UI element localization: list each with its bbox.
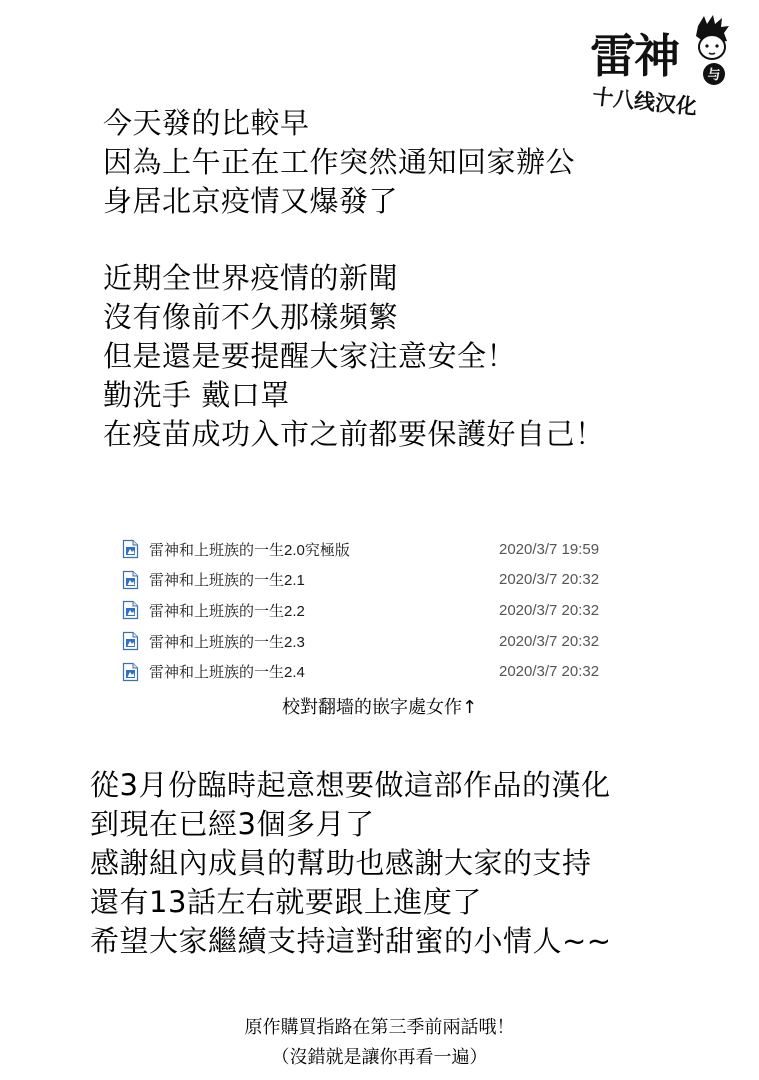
document-icon xyxy=(122,631,139,651)
file-list xyxy=(122,534,642,687)
notice-line: 今天發的比較早 xyxy=(103,106,310,140)
file-row[interactable] xyxy=(122,656,642,687)
notice-line: 勤洗手 戴口罩 xyxy=(103,378,290,412)
file-row[interactable] xyxy=(122,595,642,626)
message-line: 還有13話左右就要跟上進度了 xyxy=(90,885,482,919)
logo-badge: 与 xyxy=(707,68,721,83)
notice-line: 但是還是要提醒大家注意安全！ xyxy=(103,339,517,373)
file-row[interactable] xyxy=(122,626,642,657)
footer-line: （沒錯就是讓你再看一遍） xyxy=(271,1047,488,1068)
message-line: 從3月份臨時起意想要做這部作品的漢化 xyxy=(90,768,611,802)
document-icon xyxy=(122,539,139,559)
file-name: 雷神和上班族的一生2.0究極版 xyxy=(149,541,350,559)
logo-title: 雷神 xyxy=(590,29,678,83)
file-date: 2020/3/7 20:32 xyxy=(499,663,600,681)
file-name: 雷神和上班族的一生2.3 xyxy=(149,633,305,651)
notice-text xyxy=(103,104,605,454)
message-line: 希望大家繼續支持這對甜蜜的小情人~~ xyxy=(90,924,612,958)
file-name: 雷神和上班族的一生2.1 xyxy=(149,572,305,590)
logo-subtitle: 十八线汉化 xyxy=(591,84,699,120)
document-icon xyxy=(122,600,139,620)
file-list-caption: 校對翻墻的嵌字處女作↑ xyxy=(281,697,478,718)
document-icon xyxy=(122,662,139,682)
message-line: 感謝組內成員的幫助也感謝大家的支持 xyxy=(90,846,592,880)
file-name: 雷神和上班族的一生2.4 xyxy=(149,664,305,682)
notice-line: 近期全世界疫情的新聞 xyxy=(103,261,399,295)
group-logo xyxy=(586,14,736,124)
character-head-icon xyxy=(696,15,729,59)
file-row[interactable] xyxy=(122,565,642,596)
message-line: 到現在已經3個多月了 xyxy=(90,807,375,841)
notice-line: 身居北京疫情又爆發了 xyxy=(103,184,399,218)
file-row[interactable] xyxy=(122,534,642,565)
notice-line: 在疫苗成功入市之前都要保護好自己！ xyxy=(103,417,605,451)
message-text xyxy=(90,766,612,961)
file-date: 2020/3/7 20:32 xyxy=(499,601,600,619)
document-icon xyxy=(122,570,139,590)
notice-line: 沒有像前不久那樣頻繁 xyxy=(103,300,399,334)
file-date: 2020/3/7 20:32 xyxy=(499,632,600,650)
notice-line: 因為上午正在工作突然通知回家辦公 xyxy=(103,145,576,179)
footer-note xyxy=(0,1013,759,1073)
file-date: 2020/3/7 19:59 xyxy=(499,540,600,558)
footer-line: 原作購買指路在第三季前兩話哦！ xyxy=(244,1017,515,1038)
file-date: 2020/3/7 20:32 xyxy=(499,571,600,589)
file-name: 雷神和上班族的一生2.2 xyxy=(149,602,305,620)
logo-graphic xyxy=(586,14,736,124)
